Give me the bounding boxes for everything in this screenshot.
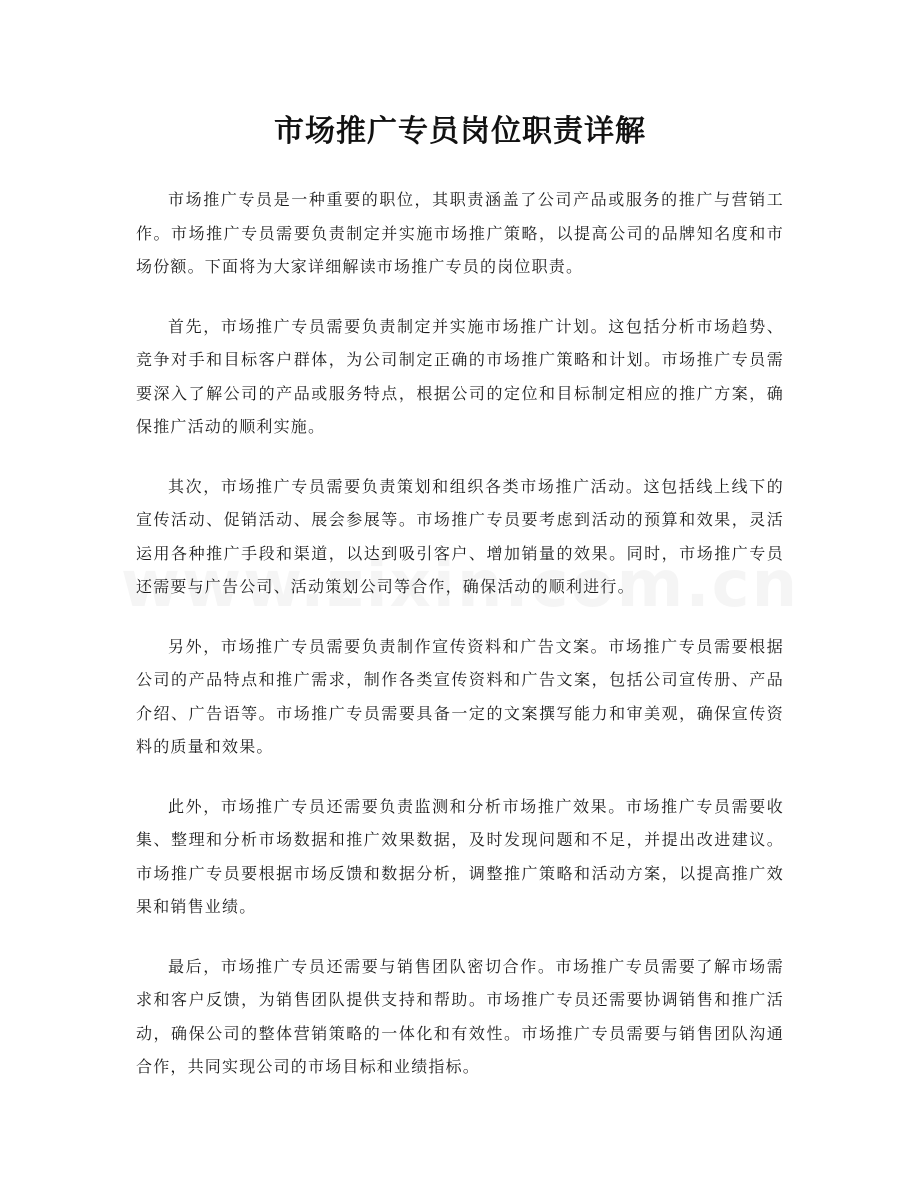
paragraph-additionally: 另外，市场推广专员需要负责制作宣传资料和广告文案。市场推广专员需要根据公司的产品特点和推广需求，制作各类宣传资料和广告文案，包括公司宣传册、产品介绍、广告语等。市场推广专员需要具备一定的文案撰写能力和审美观，确保宣传资料的质量和效果。	[136, 636, 784, 756]
paragraph-first: 首先，市场推广专员需要负责制定并实施市场推广计划。这包括分析市场趋势、竞争对手和目标客户群体，为公司制定正确的市场推广策略和计划。市场推广专员需要深入了解公司的产品或服务特点，根据公司的定位和目标制定相应的推广方案，确保推广活动的顺利实施。	[136, 316, 784, 436]
paragraph-second: 其次，市场推广专员需要负责策划和组织各类市场推广活动。这包括线上线下的宣传活动、促销活动、展会参展等。市场推广专员要考虑到活动的预算和效果，灵活运用各种推广手段和渠道，以达到吸引客户、增加销量的效果。同时，市场推广专员还需要与广告公司、活动策划公司等合作，确保活动的顺利进行。	[136, 476, 784, 596]
document-body	[136, 183, 784, 1110]
paragraph-intro: 市场推广专员是一种重要的职位，其职责涵盖了公司产品或服务的推广与营销工作。市场推广专员需要负责制定并实施市场推广策略，以提高公司的品牌知名度和市场份额。下面将为大家详细解读市场推广专员的岗位职责。	[136, 190, 784, 276]
paragraph-finally: 最后，市场推广专员还需要与销售团队密切合作。市场推广专员需要了解市场需求和客户反馈，为销售团队提供支持和帮助。市场推广专员还需要协调销售和推广活动，确保公司的整体营销策略的一体化和有效性。市场推广专员需要与销售团队沟通合作，共同实现公司的市场目标和业绩指标。	[136, 956, 784, 1076]
paragraph-moreover: 此外，市场推广专员还需要负责监测和分析市场推广效果。市场推广专员需要收集、整理和分析市场数据和推广效果数据，及时发现问题和不足，并提出改进建议。市场推广专员要根据市场反馈和数据分析，调整推广策略和活动方案，以提高推广效果和销售业绩。	[136, 796, 784, 916]
document-title: 市场推广专员岗位职责详解	[274, 114, 646, 149]
